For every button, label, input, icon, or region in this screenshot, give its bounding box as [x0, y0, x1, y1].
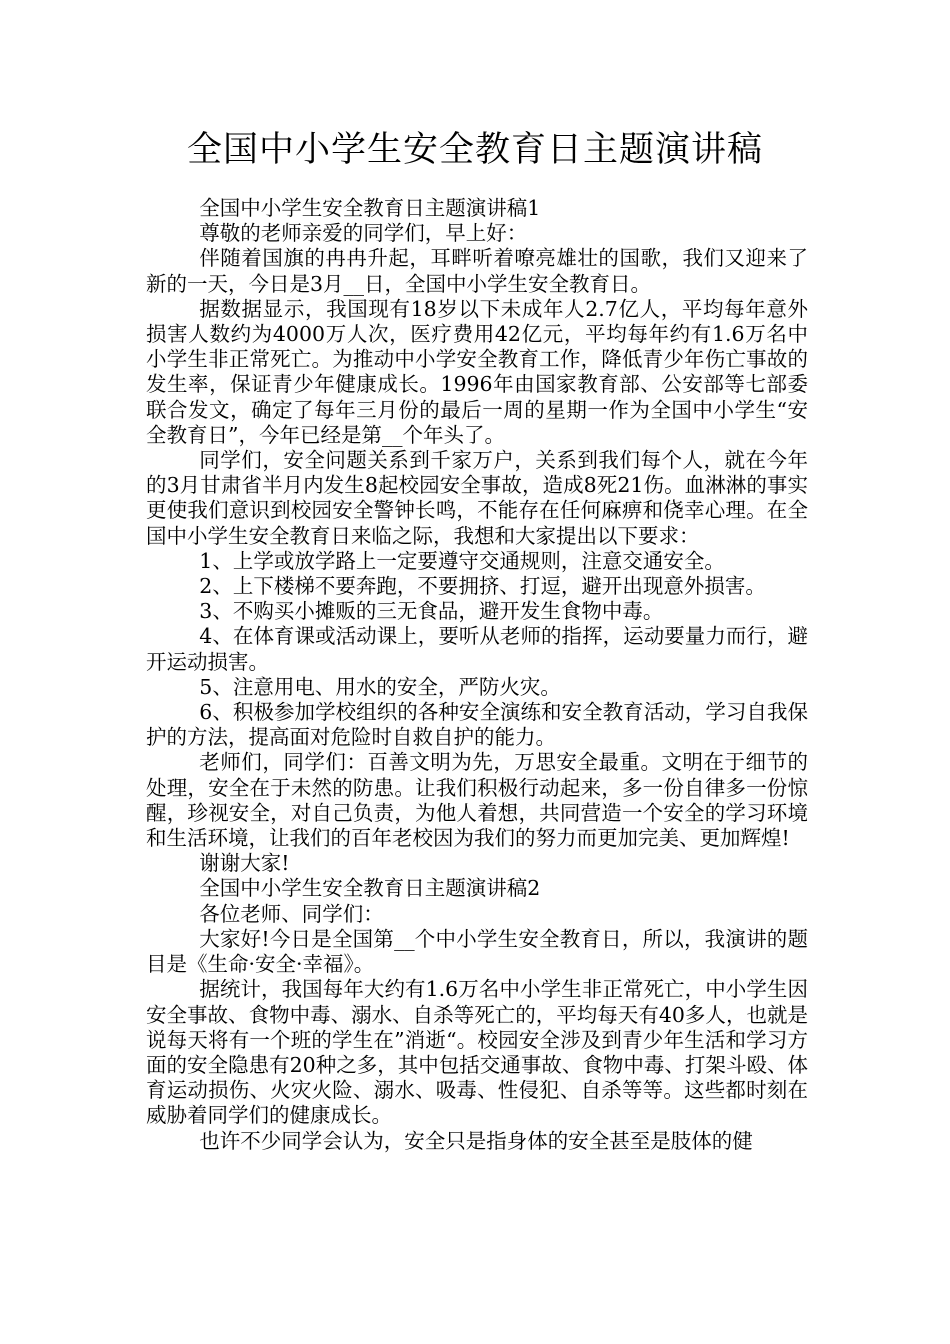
speech-2-heading: 全国中小学生安全教育日主题演讲稿2 — [199, 876, 541, 901]
requirement-item: 1、上学或放学路上一定要遵守交通规则，注意交通安全。 — [199, 548, 725, 573]
paragraph: 同学们，安全问题关系到千家万户，关系到我们每个人，就在今年的3月甘肃省半月内发生8起校园安全事故，造成8死21伤。血淋淋的事实更使我们意识到校园安全警钟长鸣，不能存在任何麻痹和侥幸心理。在全国中小学生安全教育日来临之际，我想和大家提出以下要求： — [146, 448, 808, 548]
closing-thanks: 谢谢大家! — [199, 851, 290, 876]
document-title: 全国中小学生安全教育日主题演讲稿 — [186, 130, 763, 170]
requirement-item: 5、注意用电、用水的安全，严防火灾。 — [199, 674, 561, 699]
paragraph: 据数据显示，我国现有18岁以下未成年人2.7亿人，平均每年意外损害人数约为4000万人次，医疗费用42亿元，平均每年约有1.6万名中小学生非正常死亡。为推动中小学安全教育工作，降低青少年伤亡事故的发生率，保证青少年健康成长。1996年由国家教育部、公安部等七部委联合发文，确定了每年三月份的最后一周的星期一作为全国中小学生“安全教育日”，今年已经是第__个年头了。 — [146, 296, 808, 447]
requirement-item: 3、不购买小摊贩的三无食品，避开发生食物中毒。 — [199, 599, 664, 624]
speech-1-heading: 全国中小学生安全教育日主题演讲稿1 — [199, 196, 541, 220]
document-body — [146, 196, 808, 1154]
requirement-item: 2、上下楼梯不要奔跑，不要拥挤、打逗，避开出现意外损害。 — [199, 574, 766, 599]
paragraph: 大家好!今日是全国第__个中小学生安全教育日，所以，我演讲的题目是《生命·安全·幸福》。 — [146, 926, 808, 977]
requirement-item: 6、积极参加学校组织的各种安全演练和安全教育活动，学习自我保护的方法，提高面对危险时自救自护的能力。 — [146, 700, 808, 750]
greeting: 各位老师、同学们： — [199, 901, 384, 926]
paragraph: 伴随着国旗的冉冉升起，耳畔听着嘹亮雄壮的国歌，我们又迎来了新的一天，今日是3月__日，全国中小学生安全教育日。 — [146, 246, 808, 296]
paragraph: 据统计，我国每年大约有1.6万名中小学生非正常死亡，中小学生因安全事故、食物中毒、溺水、自杀等死亡的，平均每天有40多人，也就是说每天将有一个班的学生在”消逝“。校园安全涉及到青少年生活和学习方面的安全隐患有20种之多，其中包括交通事故、食物中毒、打架斗殴、体育运动损伤、火灾火险、溺水、吸毒、性侵犯、自杀等等。这些都时刻在威胁着同学们的健康成长。 — [146, 977, 808, 1128]
greeting: 尊敬的老师亲爱的同学们，早上好： — [199, 221, 528, 246]
paragraph: 也许不少同学会认为，安全只是指身体的安全甚至是肢体的健 — [199, 1128, 753, 1153]
paragraph: 老师们，同学们：百善文明为先，万思安全最重。文明在于细节的处理，安全在于未然的防患。让我们积极行动起来，多一份自律多一份惊醒，珍视安全，对自己负责，为他人着想，共同营造一个安全的学习环境和生活环境，让我们的百年老校因为我们的努力而更加完美、更加辉煌! — [146, 750, 808, 851]
requirement-item: 4、在体育课或活动课上，要听从老师的指挥，运动要量力而行，避开运动损害。 — [146, 624, 808, 674]
